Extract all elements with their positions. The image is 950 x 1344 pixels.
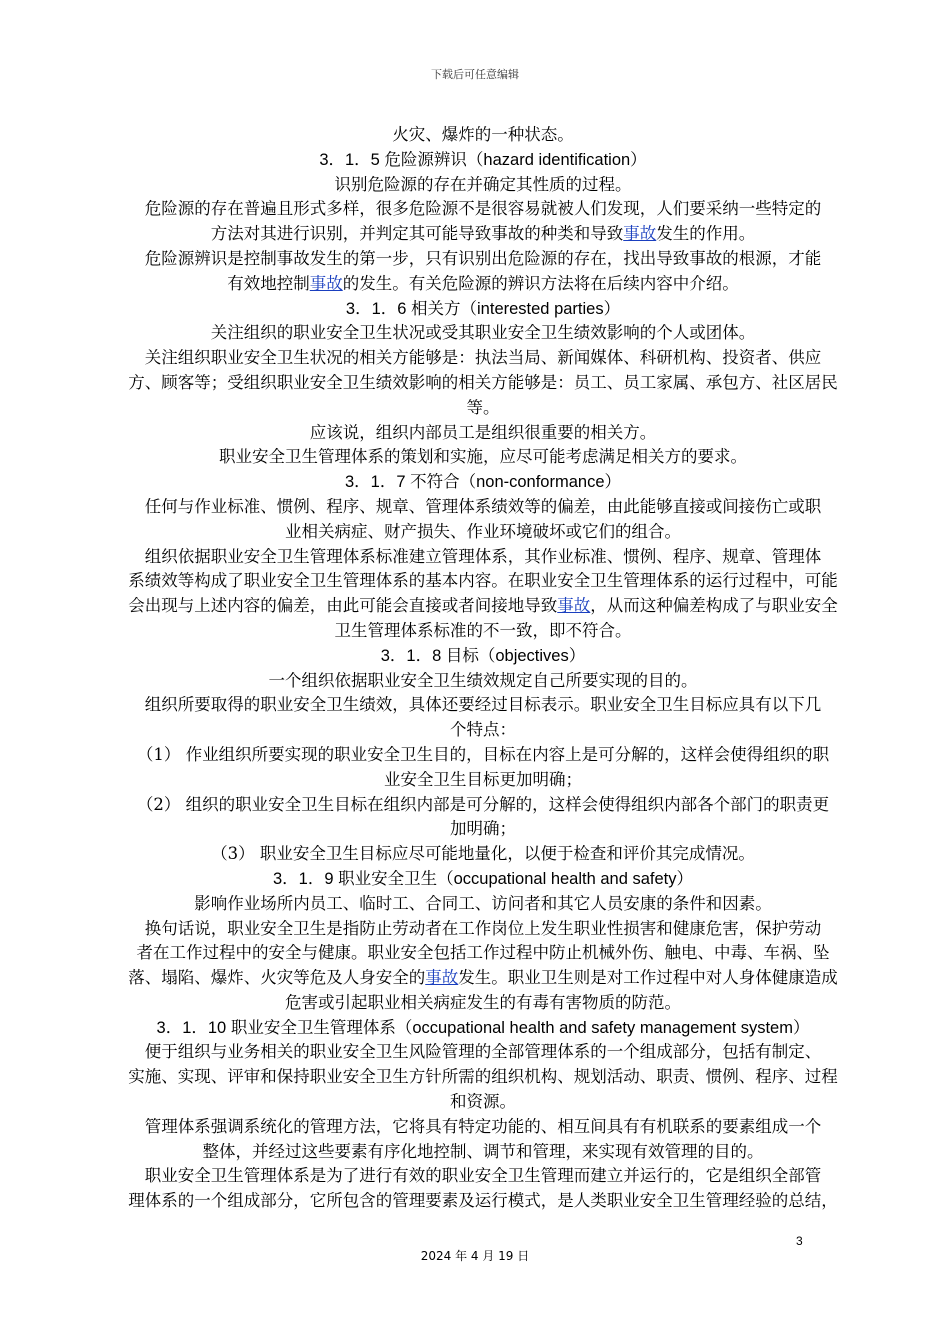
list-item: 业安全卫生目标更加明确； xyxy=(384,769,582,789)
accident-link[interactable]: 事故 xyxy=(425,968,459,988)
paragraph-line: 危险源辨识是控制事故发生的第一步，只有识别出危险源的存在，找出导致事故的根源，才能 xyxy=(144,248,822,268)
paragraph-line: 落、塌陷、爆炸、火灾等危及人身安全的事故发生。职业卫生则是对工作过程中对人身体健康造成 xyxy=(128,968,838,988)
definition-line: 关注组织的职业安全卫生状况或受其职业安全卫生绩效影响的个人或团体。 xyxy=(210,323,756,343)
section-heading-3-1-9: 3．1．9 职业安全卫生（occupational health and safety） xyxy=(272,869,694,888)
definition-line: 便于组织与业务相关的职业安全卫生风险管理的全部管理体系的一个组成部分，包括有制定、 xyxy=(144,1042,822,1062)
paragraph-line: 系绩效等构成了职业安全卫生管理体系的基本内容。在职业安全卫生管理体系的运行过程中，可能 xyxy=(128,571,838,591)
accident-link[interactable]: 事故 xyxy=(623,224,657,244)
paragraph-line: 会出现与上述内容的偏差，由此可能会直接或者间接地导致事故，从而这种偏差构成了与职业安全 xyxy=(128,596,838,616)
definition-line: 影响作业场所内员工、临时工、合同工、访问者和其它人员安康的条件和因素。 xyxy=(194,893,772,913)
accident-link[interactable]: 事故 xyxy=(309,273,343,293)
accident-link[interactable]: 事故 xyxy=(557,596,591,616)
paragraph-line: 危害或引起职业相关病症发生的有毒有害物质的防范。 xyxy=(285,992,681,1012)
definition-line: 一个组织依据职业安全卫生绩效规定自己所要实现的目的。 xyxy=(268,670,698,690)
footer-date: 2024 年 4 月 19 日 xyxy=(420,1249,530,1263)
paragraph-line: 火灾、爆炸的一种状态。 xyxy=(392,125,574,144)
paragraph-line: 个特点： xyxy=(450,720,516,740)
list-item: （1） 作业组织所要实现的职业安全卫生目的，目标在内容上是可分解的，这样会使得组织的职 xyxy=(136,744,830,764)
page-number: 3 xyxy=(796,1234,803,1248)
paragraph-line: 管理体系强调系统化的管理方法，它将具有特定功能的、相互间具有有机联系的要素组成一个 xyxy=(144,1116,822,1136)
section-heading-3-1-10: 3．1．10 职业安全卫生管理体系（occupational health and safety management system） xyxy=(156,1018,810,1037)
paragraph-line: 卫生管理体系标准的不一致，即不符合。 xyxy=(334,620,632,640)
paragraph-line: 换句话说，职业安全卫生是指防止劳动者在工作岗位上发生职业性损害和健康危害，保护劳动 xyxy=(144,918,822,938)
section-heading-3-1-5: 3．1．5 危险源辨识（hazard identification） xyxy=(319,150,647,169)
paragraph-line: 整体，并经过这些要素有序化地控制、调节和管理，来实现有效管理的目的。 xyxy=(202,1141,764,1161)
definition-line: 业相关病症、财产损失、作业环境破坏或它们的组合。 xyxy=(285,521,681,541)
paragraph-line: 组织所要取得的职业安全卫生绩效，具体还要经过目标表示。职业安全卫生目标应具有以下几 xyxy=(144,695,822,715)
paragraph-line: 组织依据职业安全卫生管理体系标准建立管理体系，其作业标准、惯例、程序、规章、管理体 xyxy=(144,546,822,566)
list-item: （3） 职业安全卫生目标应尽可能地量化，以便于检查和评价其完成情况。 xyxy=(211,844,755,864)
definition-line: 实施、实现、评审和保持职业安全卫生方针所需的组织机构、规划活动、职责、惯例、程序、过程 xyxy=(128,1067,838,1087)
section-heading-3-1-8: 3．1．8 目标（objectives） xyxy=(380,646,586,665)
definition-line: 任何与作业标准、惯例、程序、规章、管理体系绩效等的偏差，由此能够直接或间接伤亡或职 xyxy=(144,496,822,516)
paragraph-line: 有效地控制事故的发生。有关危险源的辨识方法将在后续内容中介绍。 xyxy=(227,273,739,293)
list-item: （2） 组织的职业安全卫生目标在组织内部是可分解的，这样会使得组织内部各个部门的职责更 xyxy=(136,794,830,814)
document-body xyxy=(70,123,896,1214)
definition-line: 识别危险源的存在并确定其性质的过程。 xyxy=(334,174,632,194)
paragraph-line: 职业安全卫生管理体系是为了进行有效的职业安全卫生管理而建立并运行的，它是组织全部管 xyxy=(144,1166,822,1186)
paragraph-line: 方法对其进行识别，并判定其可能导致事故的种类和导致事故发生的作用。 xyxy=(210,224,756,244)
paragraph-line: 关注组织职业安全卫生状况的相关方能够是：执法当局、新闻媒体、科研机构、投资者、供应 xyxy=(144,348,822,368)
header-note: 下载后可任意编辑 xyxy=(431,68,519,81)
list-item: 加明确； xyxy=(450,819,516,839)
definition-line: 和资源。 xyxy=(450,1092,516,1112)
section-heading-3-1-6: 3．1．6 相关方（interested parties） xyxy=(345,299,621,318)
paragraph-line: 者在工作过程中的安全与健康。职业安全包括工作过程中防止机械外伤、触电、中毒、车祸、坠 xyxy=(136,943,830,963)
paragraph-line: 等。 xyxy=(466,397,500,417)
paragraph-line: 应该说，组织内部员工是组织很重要的相关方。 xyxy=(309,422,657,442)
paragraph-line: 理体系的一个组成部分，它所包含的管理要素及运行模式，是人类职业安全卫生管理经验的总结， xyxy=(128,1191,838,1211)
paragraph-line: 方、顾客等；受组织职业安全卫生绩效影响的相关方能够是：员工、员工家属、承包方、社区居民 xyxy=(128,372,838,392)
paragraph-line: 职业安全卫生管理体系的策划和实施，应尽可能考虑满足相关方的要求。 xyxy=(219,447,747,467)
section-heading-3-1-7: 3．1．7 不符合（non-conformance） xyxy=(344,473,622,492)
paragraph-line: 危险源的存在普遍且形式多样，很多危险源不是很容易就被人们发现，人们要采纳一些特定的 xyxy=(144,199,822,219)
